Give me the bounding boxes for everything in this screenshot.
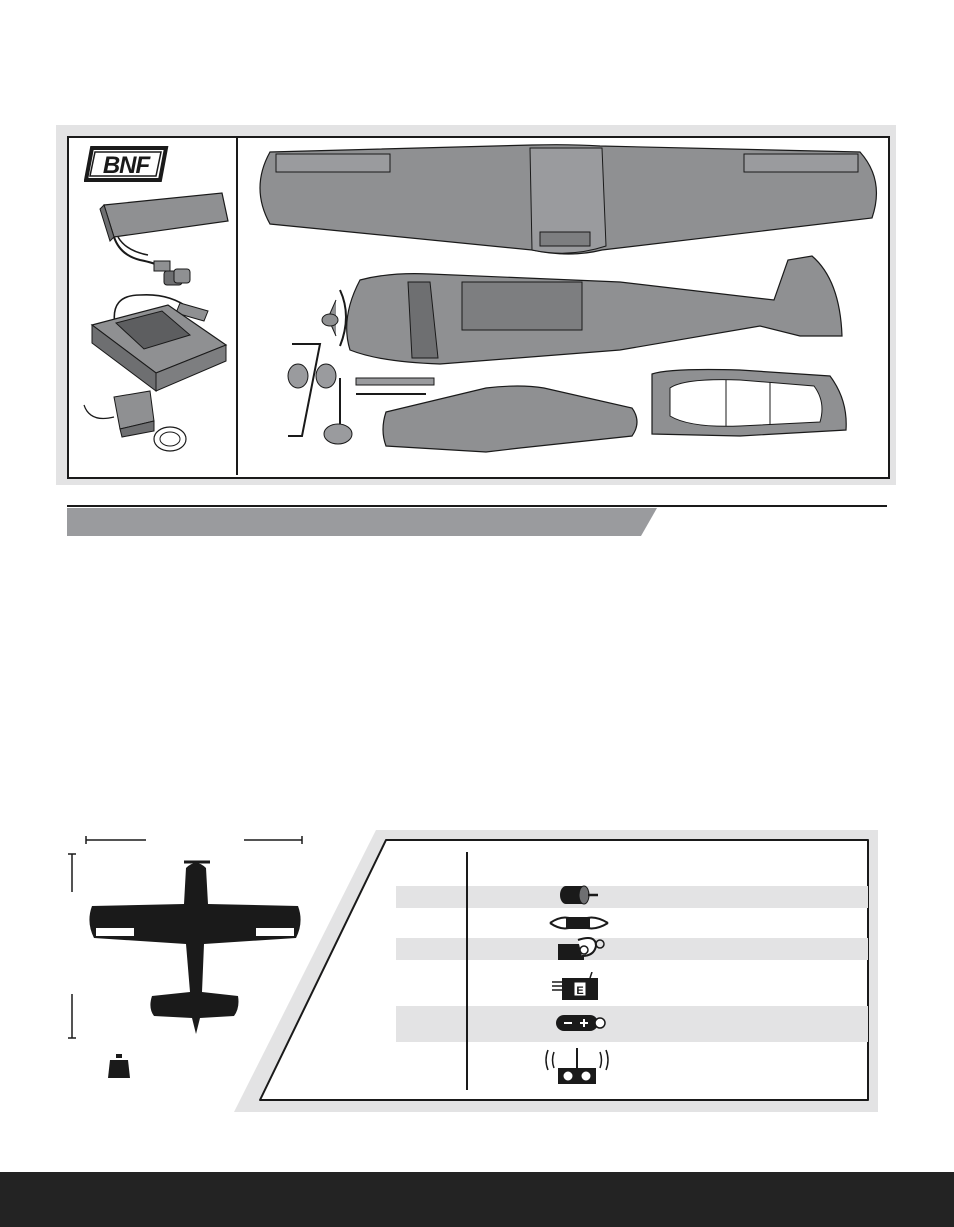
receiver-icon: [548, 972, 610, 1002]
spec-table-divider: [466, 852, 468, 1090]
footer-text: [20, 1186, 934, 1212]
bnf-logo-text: BNF: [102, 152, 150, 179]
bnf-items-illustration: [70, 185, 236, 473]
motor-icon: [556, 884, 600, 906]
canopy: [652, 370, 846, 437]
horizontal-stabilizer: [383, 386, 637, 452]
transmitter-icon: [542, 1046, 612, 1086]
airframe-parts-illustration: [240, 140, 886, 473]
esc-icon: [548, 912, 610, 934]
fuselage: [322, 256, 842, 364]
charger: [92, 295, 226, 391]
section-title: [80, 510, 640, 532]
battery-pack: [100, 193, 228, 285]
bnf-logo: [84, 145, 170, 183]
battery-icon: [554, 1012, 608, 1034]
receiver: [84, 391, 186, 451]
length-dimension-line: [68, 854, 76, 1038]
contents-divider: [236, 138, 238, 475]
svg-text:E: E: [576, 985, 584, 997]
weight-icon: [108, 1054, 130, 1078]
main-wing: [260, 145, 876, 254]
servo-icon: [556, 936, 606, 964]
